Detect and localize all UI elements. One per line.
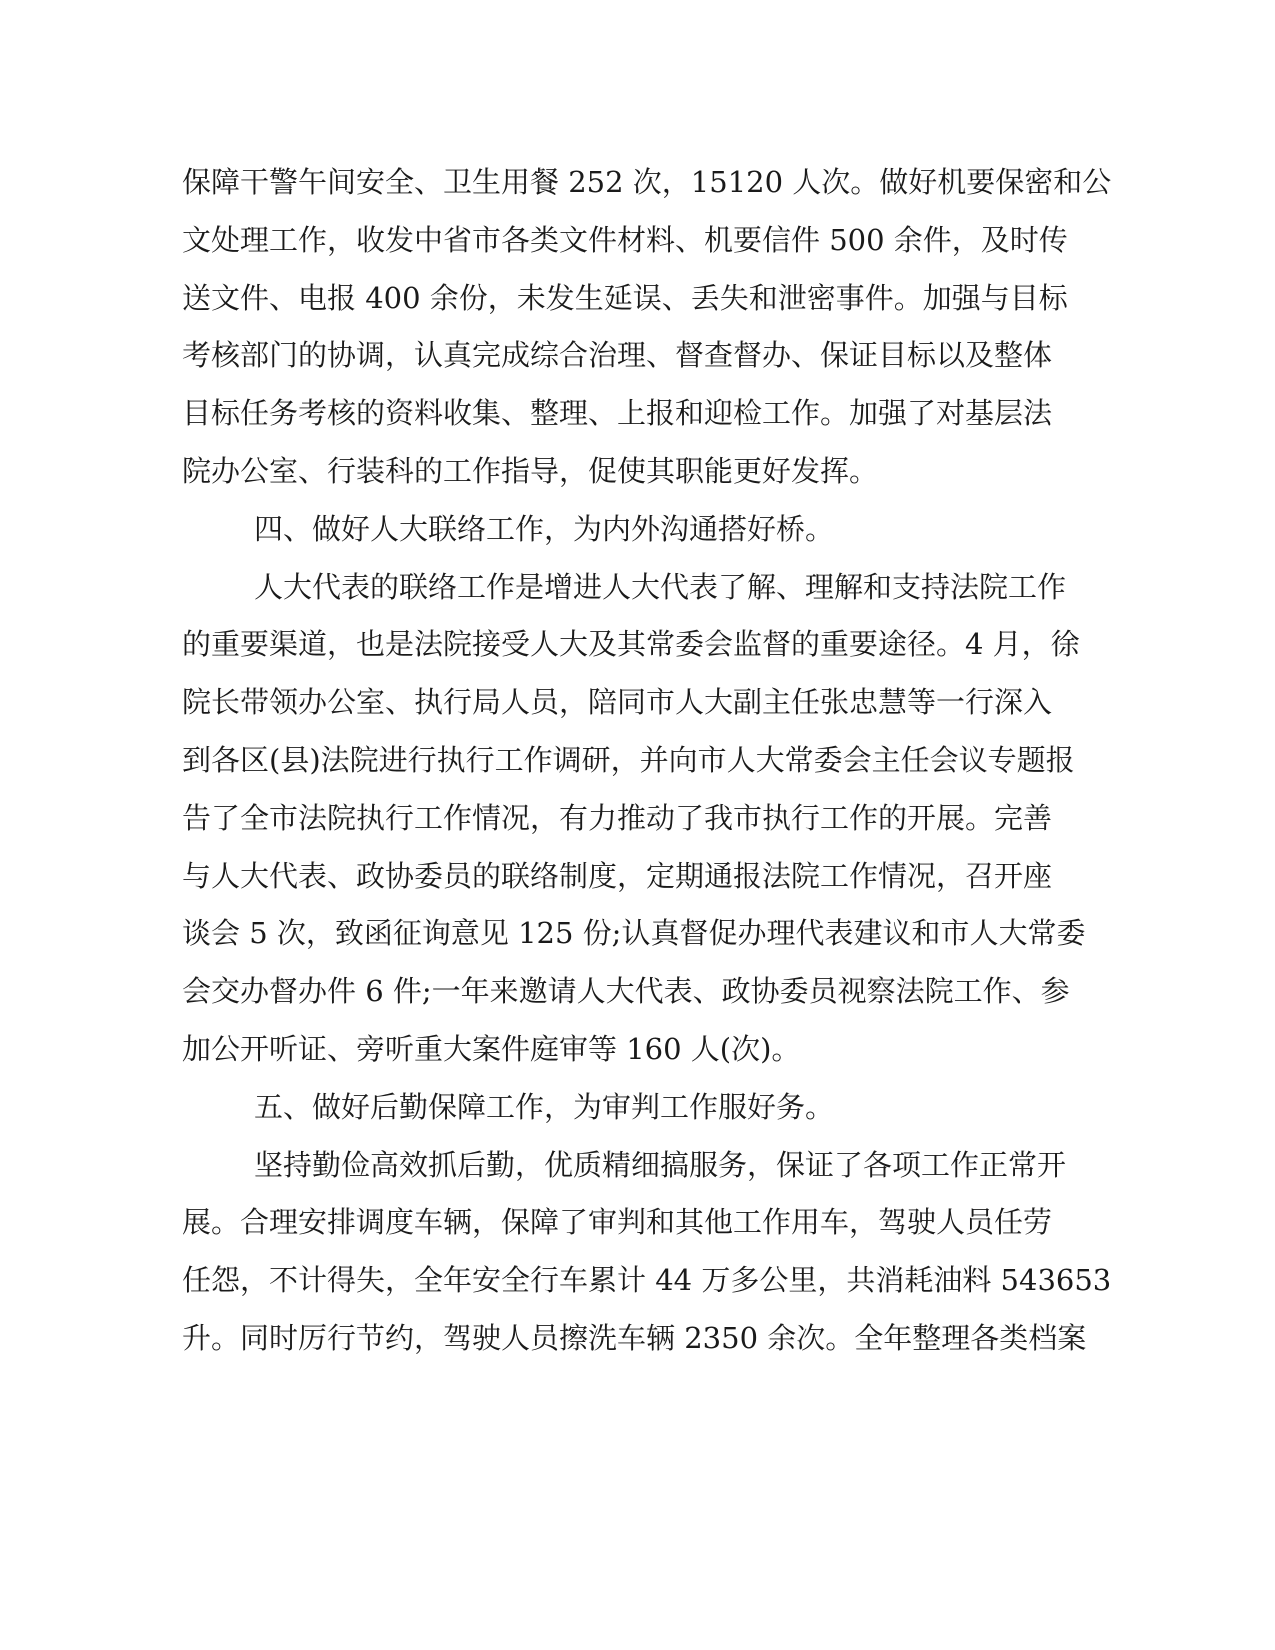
text-line: 到各区(县)法院进行执行工作调研，并向市人大常委会主任会议专题报	[182, 742, 1075, 777]
text-line: 人大代表的联络工作是增进人大代表了解、理解和支持法院工作	[254, 569, 1067, 604]
document-body	[182, 154, 1112, 1368]
text-line: 院办公室、行装科的工作指导，促使其职能更好发挥。	[182, 453, 879, 488]
section-heading: 四、做好人大联络工作，为内外沟通搭好桥。	[254, 511, 835, 546]
text-line: 文处理工作，收发中省市各类文件材料、机要信件 500 余件，及时传	[182, 222, 1068, 257]
text-line: 院长带领办公室、执行局人员，陪同市人大副主任张忠慧等一行深入	[182, 685, 1053, 720]
text-line: 告了全市法院执行工作情况，有力推动了我市执行工作的开展。完善	[182, 800, 1053, 835]
text-line: 考核部门的协调，认真完成综合治理、督查督办、保证目标以及整体	[182, 338, 1053, 373]
text-line: 会交办督办件 6 件;一年来邀请人大代表、政协委员视察法院工作、参	[182, 974, 1070, 1009]
text-line: 的重要渠道，也是法院接受人大及其常委会监督的重要途径。4 月，徐	[182, 627, 1080, 662]
text-line: 保障干警午间安全、卫生用餐 252 次，15120 人次。做好机要保密和公	[182, 165, 1112, 199]
text-line: 加公开听证、旁听重大案件庭审等 160 人(次)。	[182, 1031, 801, 1066]
text-line: 展。合理安排调度车辆，保障了审判和其他工作用车，驾驶人员任劳	[182, 1205, 1053, 1240]
text-line: 坚持勤俭高效抓后勤，优质精细搞服务，保证了各项工作正常开	[254, 1147, 1067, 1182]
text-line: 升。同时厉行节约，驾驶人员擦洗车辆 2350 余次。全年整理各类档案	[182, 1320, 1087, 1355]
text-line: 谈会 5 次，致函征询意见 125 份;认真督促办理代表建议和市人大常委	[182, 916, 1086, 951]
text-line: 任怨，不计得失，全年安全行车累计 44 万多公里，共消耗油料 543653	[182, 1263, 1112, 1298]
text-line: 送文件、电报 400 余份，未发生延误、丢失和泄密事件。加强与目标	[182, 280, 1068, 315]
text-line: 目标任务考核的资料收集、整理、上报和迎检工作。加强了对基层法	[182, 396, 1053, 431]
text-line: 与人大代表、政协委员的联络制度，定期通报法院工作情况，召开座	[182, 858, 1053, 893]
section-heading: 五、做好后勤保障工作，为审判工作服好务。	[254, 1089, 835, 1124]
